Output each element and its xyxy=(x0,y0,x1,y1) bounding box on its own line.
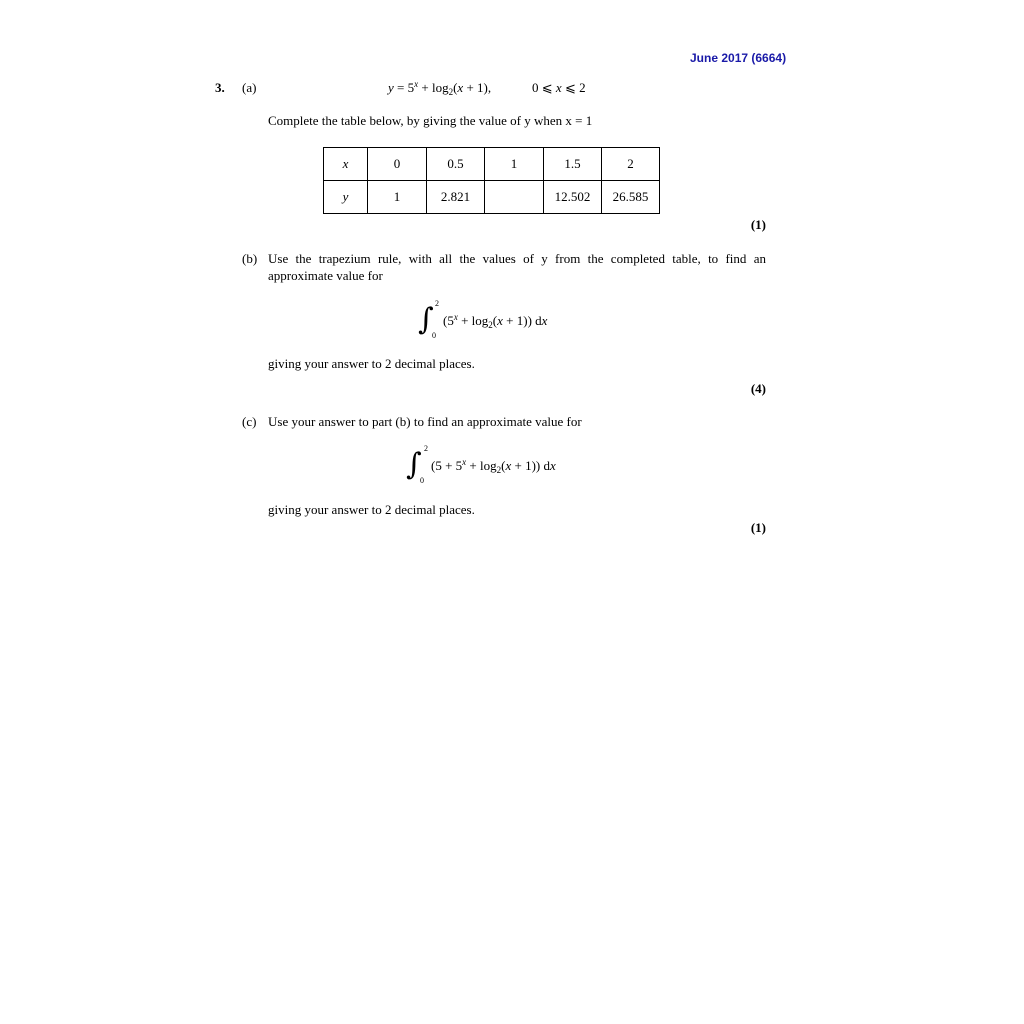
lower-limit: 0 xyxy=(420,476,424,485)
part-c-closing: giving your answer to 2 decimal places. xyxy=(268,502,475,517)
part-a-label: (a) xyxy=(242,80,257,95)
upper-limit: 2 xyxy=(424,444,428,453)
table-cell: 26.585 xyxy=(602,181,660,214)
domain-inequality: 0 ⩽ x ⩽ 2 xyxy=(532,80,586,95)
table-cell: 2.821 xyxy=(427,181,485,214)
question-number: 3. xyxy=(215,80,225,95)
table-cell: 1 xyxy=(485,148,544,181)
table-cell: 12.502 xyxy=(544,181,602,214)
lower-limit: 0 xyxy=(432,331,436,340)
function-equation: $y = 5^x + \log_2(x + 1)$, xyxy=(388,79,492,97)
part-c-marks: (1) xyxy=(750,520,766,535)
part-b-closing: giving your answer to 2 decimal places. xyxy=(268,356,475,371)
part-b-line1: Use the trapezium rule, with all the values of y from the completed table, to find an xyxy=(268,251,766,266)
table-row xyxy=(324,148,660,181)
row-header-x: x xyxy=(324,148,368,181)
integral-sign: ∫ xyxy=(418,302,434,337)
table-cell-empty xyxy=(485,181,544,214)
part-b-label: (b) xyxy=(242,251,258,266)
integrand-c: $(5 + 5^x + \log_2(x + 1))$ dx xyxy=(431,457,556,475)
integral-sign: ∫ xyxy=(406,447,422,482)
exam-code-header: June 2017 (6664) xyxy=(690,51,787,65)
table-cell: 2 xyxy=(602,148,660,181)
table-cell: 0.5 xyxy=(427,148,485,181)
integrand-b: $(5^x + \log_2(x + 1))$ dx xyxy=(443,312,548,330)
table-cell: 0 xyxy=(368,148,427,181)
upper-limit: 2 xyxy=(435,299,439,308)
row-header-y: y xyxy=(324,181,368,214)
values-table xyxy=(323,147,660,214)
table-row xyxy=(324,181,660,214)
table-cell: 1 xyxy=(368,181,427,214)
part-b-marks: (4) xyxy=(750,381,766,396)
part-b-line2: approximate value for xyxy=(268,268,383,283)
table-cell: 1.5 xyxy=(544,148,602,181)
part-a-marks: (1) xyxy=(750,217,766,232)
part-c-line1: Use your answer to part (b) to find an approximate value for xyxy=(268,414,582,429)
part-a-instruction: Complete the table below, by giving the value of y when x = 1 xyxy=(268,113,593,128)
part-c-label: (c) xyxy=(242,414,257,429)
